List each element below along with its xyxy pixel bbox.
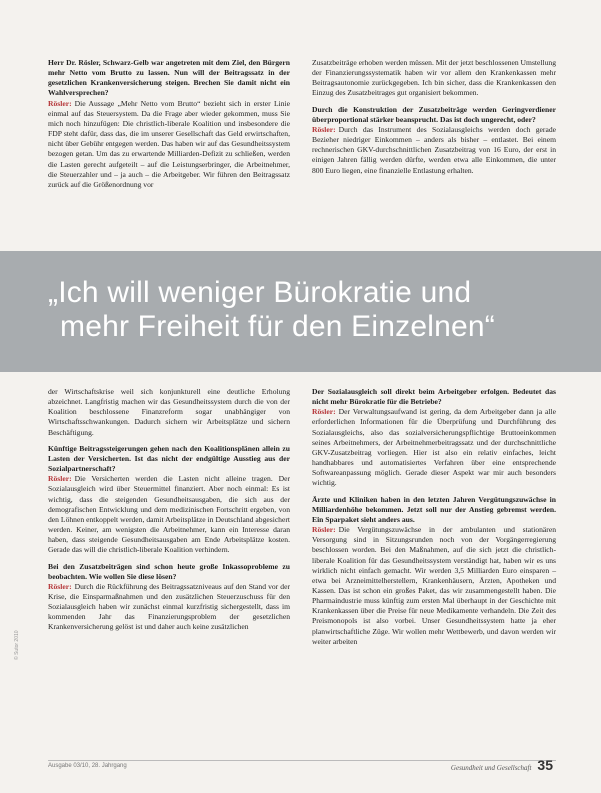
qa-block — [312, 58, 556, 99]
footer-right — [451, 757, 553, 773]
qa-block — [48, 58, 290, 190]
question: Bei den Zusatzbeiträgen sind schon heute große Inkassoprobleme zu beobachten. Wie wollen Sie diese lösen? — [48, 561, 290, 581]
answer: Durch das Instrument des Sozialausgleichs werden doch gerade Bezieher niedriger Einkommen – anders als bisher – entlastet. Bei einem rechnerischen GKV-durchschnittlichen Zusatzbeitrag von 16 Euro, der erst in einigen Jahren fällig werden dürfte, werden etwa alle Einkommen, die unter 800 Euro liegen, eine finanzielle Entlastung erhalten. — [312, 124, 556, 175]
speaker-label: Rösler: — [312, 525, 336, 535]
column-bottom-right — [312, 387, 556, 653]
question: Ärzte und Kliniken haben in den letzten Jahren Vergütungszuwächse in Milliardenhöhe bekommen. Jetzt soll nur der Anstieg gebremst werden. Ein Sparpaket sieht anders aus. — [312, 494, 556, 524]
qa-block — [312, 105, 556, 176]
column-top-left — [48, 58, 290, 196]
question: Durch die Konstruktion der Zusatzbeiträge werden Geringverdiener überproportional stärker beansprucht. Das ist doch ungerecht, oder? — [312, 104, 556, 124]
speaker-label: Rösler: — [48, 474, 72, 484]
issue-info: Ausgabe 03/10, 28. Jahrgang — [48, 763, 127, 769]
question: Künftige Beitragssteigerungen gehen nach den Koalitionsplänen allein zu Lasten der Versicherten. Ist das nicht der endgültige Ausstieg aus der Sozialpartnerschaft? — [48, 443, 290, 474]
pullquote-line-2: mehr Freiheit für den Einzelnen“ — [60, 310, 495, 343]
speaker-label: Rösler: — [48, 98, 72, 108]
column-top-right — [312, 58, 556, 182]
column-bottom-left — [48, 387, 290, 639]
answer: Zusatzbeiträge erhoben werden müssen. Mit der jetzt beschlossenen Umstellung der Finanzierungssystematik haben wir vor allem den Krankenkassen mehr Beitragsautonomie zurückgegeben. Ich bin sicher, dass die Krankenkassen den Einzug des Zusatzbeitrages gut organisiert bekommen. — [312, 58, 556, 98]
qa-block — [312, 495, 556, 647]
answer: Der Verwaltungsaufwand ist gering, da dem Arbeitgeber dann ja alle erforderlichen Informationen für die Überprüfung und Durchführung des Sozialausgleichs, also das sozialversicherungspflichtige Bruttoeinkommen seines Arbeitnehmers, der Arbeitnehmerbeitragssatz und der durchschnittliche GKV-Zusatzbeitrag vorliegen. Hier ist also ein relativ einfaches, leicht handhabbares und automatisiertes Verfahren über eine entsprechende Softwareanpassung möglich. Gerade dieser Aspekt war mir auch besonders wichtig. — [312, 407, 556, 488]
speaker-label: Rösler: — [312, 407, 336, 417]
photo-credit: © Sutor 2010 — [14, 630, 20, 660]
answer: Durch die Rückführung des Beitragssatzniveaus auf den Stand vor der Krise, die Einsparmaßnahmen und den zusätzlichen Steuerzuschuss für den Sozialausgleich haben wir zunächst einmal kurzfristig sichergestellt, dass im kommenden Jahr das Finanzierungsproblem der gesetzlichen Krankenversicherung gelöst ist und daher auch keine zusätzlichen — [48, 581, 290, 632]
pullquote — [48, 276, 568, 344]
qa-block — [312, 387, 556, 489]
answer: Die Versicherten werden die Lasten nicht alleine tragen. Der Sozialausgleich wird über Steuermittel finanziert. Aber noch einmal: Es ist wichtig, dass die steigenden Gesundheitsausgaben, die sich aus der demografischen Entwicklung und dem medizinischen Fortschritt ergeben, von den Löhnen entkoppelt werden, damit Arbeitsplätze in Deutschland abgesichert werden. Keiner, am wenigsten die Arbeitnehmer, kann ein Interesse daran haben, dass steigende Gesundheitsausgaben am Ende Arbeitsplätze kosten. Gerade das will die christlich-liberale Koalition verhindern. — [48, 474, 290, 555]
question: Herr Dr. Rösler, Schwarz-Gelb war angetreten mit dem Ziel, den Bürgern mehr Netto vom Brutto zu lassen. Nun will der Beitragssatz in der gesetzlichen Krankenversicherung steigen. Brechen Sie damit nicht ein Wahlversprechen? — [48, 58, 290, 98]
question: Der Sozialausgleich soll direkt beim Arbeitgeber erfolgen. Bedeutet das nicht mehr Bürokratie für die Betriebe? — [312, 387, 556, 407]
answer: der Wirtschaftskrise weil sich konjunkturell eine deutliche Erholung abzeichnet. Langfristig machen wir das Gesundheitssystem durch die von der Koalition beschlossene Finanzreform sogar unabhängiger von Wirtschaftsschwankungen. Dadurch sichern wir Arbeitsplätze und sichern Beschäftigung. — [48, 387, 290, 437]
answer: Die Aussage „Mehr Netto vom Brutto“ bezieht sich in erster Linie einmal auf das Steuersystem. Da die Frage aber wieder gekommen, muss Sie mich noch hinzufügen: Die christlich-liberale Koalition und insbesondere die FDP steht dafür, dass das, die im unserer Gesellschaft das Geld erwirtschaften, nicht über Gebühr entgegen werden. Das haben wir auf das Gesundheitssystem bezogen getan. Um das zu erwartende Milliarden-Defizit zu schließen, werden die Lasten gerecht aufgeteilt – auf die Leistungserbringer, die Arbeitnehmer, die Steuerzahler und – ja auch – die Arbeitgeber. Wir führen den Beitragssatz zurück auf die Größenordnung vor — [48, 98, 290, 189]
answer: Die Vergütungszuwächse in der ambulanten und stationären Versorgung sind in Sitzungsrunden noch von der Vorgängerregierung beschlossen worden. Bei den Maßnahmen, auf die sich jetzt die christlich-liberale Koalition für das Gesundheitssystem verständigt hat, haben wir es uns wirklich nicht einfach gemacht. Wir werden 3,5 Milliarden Euro einsparen – etwa bei Arzneimittelherstellern, Krankenhäusern, Ärzten, Apotheken und Kassen. Das ist schon ein großes Paket, das wir zusammengestellt haben. Die Pharmaindustrie muss künftig zum ersten Mal überhaupt in der Geschichte mit Krankenkassen über die Preise für neue Medikamente verhandeln. Die Zeit des Preismonopols ist also vorbei. Unser Gesundheitssystem hatte ja eher planwirtschaftliche Züge. Wir wollen mehr Wettbewerb, und davon werden wir weiter arbeiten — [312, 525, 556, 646]
pullquote-line-1: „Ich will weniger Bürokratie und — [48, 276, 472, 309]
qa-block — [48, 387, 290, 438]
section-name: Gesundheit und Gesellschaft — [450, 764, 532, 772]
speaker-label: Rösler: — [312, 124, 336, 134]
qa-block — [48, 562, 290, 633]
qa-block — [48, 444, 290, 556]
speaker-label: Rösler: — [48, 581, 72, 591]
page-number: 35 — [537, 757, 553, 773]
